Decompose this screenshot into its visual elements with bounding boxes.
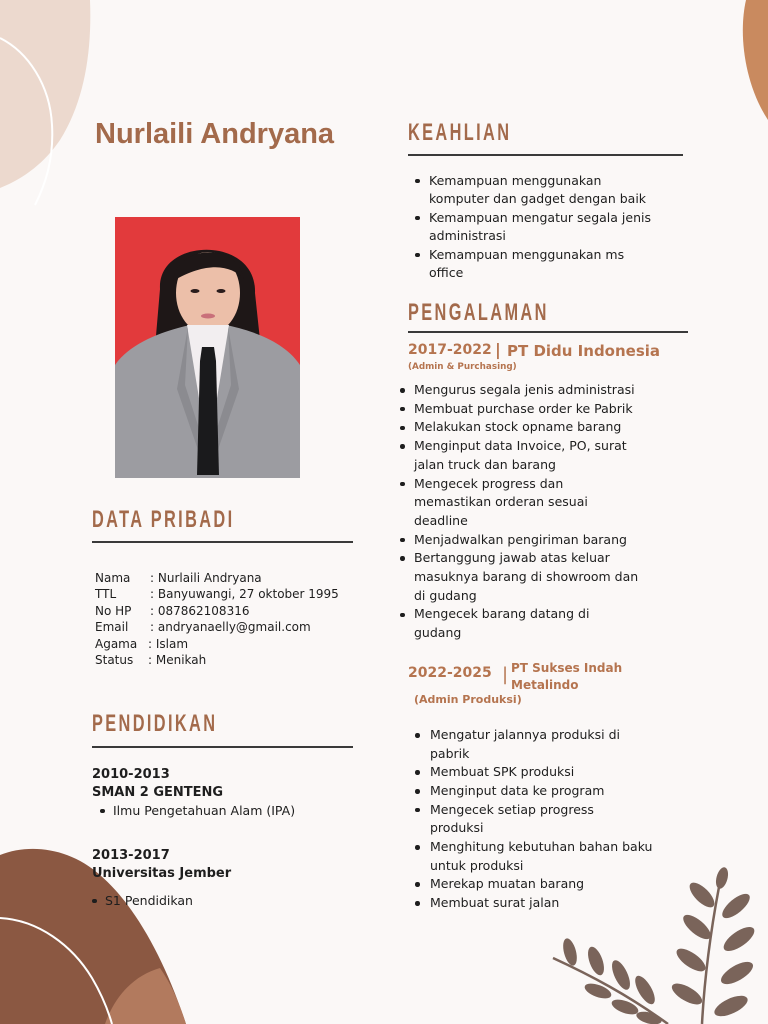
bullet-icon	[400, 418, 414, 437]
photo-mouth	[201, 314, 215, 319]
job-company: PT Didu Indonesia	[507, 342, 661, 360]
data-value: : Menikah	[148, 653, 207, 668]
list-item-line: Mengurus segala jenis administrasi	[414, 382, 635, 397]
list-item	[400, 381, 638, 400]
bullet-icon	[415, 763, 430, 782]
list-item-line: Kemampuan mengatur segala jenis	[429, 209, 651, 225]
list-item-text	[430, 875, 584, 894]
list-item-text	[414, 605, 589, 642]
leaf	[720, 923, 758, 956]
list-item-text	[105, 892, 193, 910]
education-years: 2010-2013	[92, 767, 170, 782]
list-item-text	[430, 801, 594, 838]
section-heading-keahlian: KEAHLIAN	[408, 119, 512, 146]
data-label: Agama	[95, 636, 138, 651]
list-item-text	[414, 381, 635, 400]
list-item-text	[113, 802, 295, 820]
bullet-icon	[400, 531, 414, 550]
photo-eye-left	[191, 289, 200, 293]
data-row-nama	[95, 570, 339, 586]
bullet-icon	[400, 475, 414, 531]
list-item-line: Menjadwalkan pengiriman barang	[414, 531, 627, 547]
photo-eye-right	[217, 289, 226, 293]
job-years: 2022-2025	[408, 665, 492, 681]
list-item-text	[414, 531, 627, 550]
job-tasks-list	[400, 381, 638, 643]
list-item-line: administrasi	[429, 228, 506, 244]
bullet-icon	[415, 838, 430, 875]
list-item-line: Ilmu Pengetahuan Alam (IPA)	[113, 803, 296, 818]
personal-data-table	[95, 570, 339, 668]
bullet-icon	[415, 209, 429, 246]
section-heading-pendidikan: PENDIDIKAN	[92, 710, 218, 737]
list-item-line: Mengecek progress dan	[414, 475, 564, 491]
bullet-icon	[92, 892, 105, 910]
job-company-line: PT Sukses Indah	[511, 660, 623, 675]
list-item-line: Membuat SPK produksi	[430, 764, 575, 780]
bullet-icon	[400, 549, 414, 605]
list-item	[415, 172, 651, 209]
list-item-text	[430, 838, 652, 875]
decor-blob-top-right	[743, 0, 768, 120]
bullet-icon	[415, 894, 430, 913]
skills-list	[415, 172, 651, 282]
leaf	[718, 958, 757, 989]
data-row-email	[95, 619, 339, 635]
list-item	[415, 726, 652, 763]
job-role: (Admin Produksi)	[414, 693, 522, 706]
list-item	[100, 802, 295, 820]
job-separator: |	[502, 664, 509, 685]
bullet-icon	[415, 726, 430, 763]
portrait-image	[115, 217, 300, 478]
leaf-branch-right	[669, 866, 758, 1024]
data-label: Email	[95, 620, 129, 635]
list-item	[415, 782, 652, 801]
list-item-line: Menginput data Invoice, PO, surat	[414, 438, 627, 454]
data-value: : Banyuwangi, 27 oktober 1995	[150, 587, 339, 602]
list-item-line: untuk produksi	[430, 857, 524, 873]
photo-tie	[197, 347, 219, 475]
leaf	[718, 890, 753, 923]
list-item-line: deadline	[414, 512, 468, 528]
leaf	[585, 945, 607, 978]
section-divider	[408, 154, 683, 156]
candidate-name: Nurlaili Andryana	[95, 118, 335, 150]
list-item	[415, 894, 652, 913]
list-item	[400, 531, 638, 550]
list-item-line: pabrik	[430, 745, 470, 761]
data-value: : Nurlaili Andryana	[150, 571, 262, 585]
job-company	[511, 660, 622, 694]
data-value: : Islam	[148, 636, 189, 651]
list-item	[400, 437, 638, 474]
data-row-agama	[95, 636, 339, 652]
list-item	[400, 475, 638, 531]
list-item-text	[429, 209, 651, 246]
bullet-icon	[415, 172, 429, 209]
bullet-icon	[415, 801, 430, 838]
profile-photo	[115, 217, 300, 478]
list-item	[400, 400, 638, 419]
bullet-icon	[400, 381, 414, 400]
section-heading-pengalaman: PENGALAMAN	[408, 299, 549, 326]
list-item	[415, 763, 652, 782]
education-entry	[92, 766, 296, 820]
list-item-line: gudang	[414, 625, 462, 641]
job-role: (Admin & Purchasing)	[408, 361, 517, 372]
list-item-line: Mengecek setiap progress	[430, 801, 594, 817]
data-value: : 087862108316	[150, 603, 250, 618]
data-row-ttl	[95, 586, 339, 602]
list-item-text	[430, 894, 559, 913]
job-company-line: Metalindo	[511, 677, 579, 692]
list-item	[400, 549, 638, 605]
list-item-text	[414, 418, 621, 437]
leaf-branch-left	[553, 937, 668, 1024]
list-item-text	[430, 726, 620, 763]
section-divider	[408, 331, 688, 333]
leaf	[714, 866, 730, 890]
list-item-line: Melakukan stock opname barang	[414, 419, 622, 435]
bullet-icon	[415, 875, 430, 894]
data-row-status	[95, 652, 339, 668]
bullet-icon	[400, 437, 414, 474]
education-entry	[92, 847, 231, 910]
list-item-line: Membuat purchase order ke Pabrik	[414, 400, 633, 416]
list-item-line: Mengecek barang datang di	[414, 606, 590, 622]
section-heading-data-pribadi: DATA PRIBADI	[92, 506, 235, 533]
education-years: 2013-2017	[92, 848, 170, 863]
leaf	[686, 879, 719, 912]
list-item-text	[429, 246, 624, 283]
list-item-line: S1 Pendidikan	[105, 893, 193, 908]
leaf	[712, 992, 751, 1021]
list-item-line: jalan truck dan barang	[414, 456, 556, 472]
job-separator: |	[495, 340, 501, 359]
data-row-no-hp	[95, 603, 339, 619]
leaf	[669, 979, 705, 1008]
list-item-line: Kemampuan menggunakan ms	[429, 246, 625, 262]
leaf	[679, 911, 714, 944]
list-item	[415, 246, 651, 283]
list-item	[400, 605, 638, 642]
list-item-line: Membuat surat jalan	[430, 895, 560, 911]
bullet-icon	[415, 782, 430, 801]
education-details	[100, 802, 295, 820]
education-details	[92, 892, 231, 910]
bullet-icon	[400, 400, 414, 419]
list-item-text	[430, 782, 604, 801]
data-label: Status	[95, 653, 134, 668]
data-label: TTL	[95, 587, 117, 602]
education-school: Universitas Jember	[92, 866, 232, 881]
bullet-icon	[400, 605, 414, 642]
data-value: : andryanaelly@gmail.com	[150, 620, 311, 635]
list-item	[415, 838, 652, 875]
list-item-line: masuknya barang di showroom dan	[414, 569, 639, 585]
list-item	[92, 892, 231, 910]
list-item-line: office	[429, 265, 464, 281]
decor-blob-top-left	[0, 0, 90, 188]
list-item	[415, 875, 652, 894]
list-item-text	[430, 763, 574, 782]
list-item-line: Menghitung kebutuhan bahan baku	[430, 839, 653, 855]
list-item-line: Kemampuan menggunakan	[429, 173, 602, 188]
list-item-line: Mengatur jalannya produksi di	[430, 727, 620, 742]
list-item	[400, 418, 638, 437]
list-item-text	[414, 437, 627, 474]
list-item-line: produksi	[430, 820, 484, 836]
leaf	[610, 997, 640, 1018]
bullet-icon	[415, 246, 429, 283]
list-item	[415, 801, 652, 838]
list-item-text	[414, 475, 588, 531]
list-item-text	[414, 549, 638, 605]
list-item-text	[429, 172, 646, 209]
bullet-icon	[100, 802, 113, 820]
leaf	[673, 945, 709, 976]
list-item	[415, 209, 651, 246]
education-school: SMAN 2 GENTENG	[92, 785, 224, 800]
section-divider	[92, 746, 353, 748]
job-years: 2017-2022	[408, 342, 492, 358]
list-item-line: memastikan orderan sesuai	[414, 494, 588, 510]
list-item-line: di gudang	[414, 587, 477, 603]
list-item-line: Bertanggung jawab atas keluar	[414, 550, 610, 566]
data-label: Nama	[95, 571, 131, 585]
list-item-line: Merekap muatan barang	[430, 876, 585, 892]
list-item-text	[414, 400, 633, 419]
data-label: No HP	[95, 603, 132, 618]
section-divider	[92, 541, 353, 543]
leaf	[583, 981, 613, 1002]
list-item-line: Menginput data ke program	[430, 783, 605, 799]
list-item-line: komputer dan gadget dengan baik	[429, 191, 647, 207]
job-tasks-list	[415, 726, 652, 913]
